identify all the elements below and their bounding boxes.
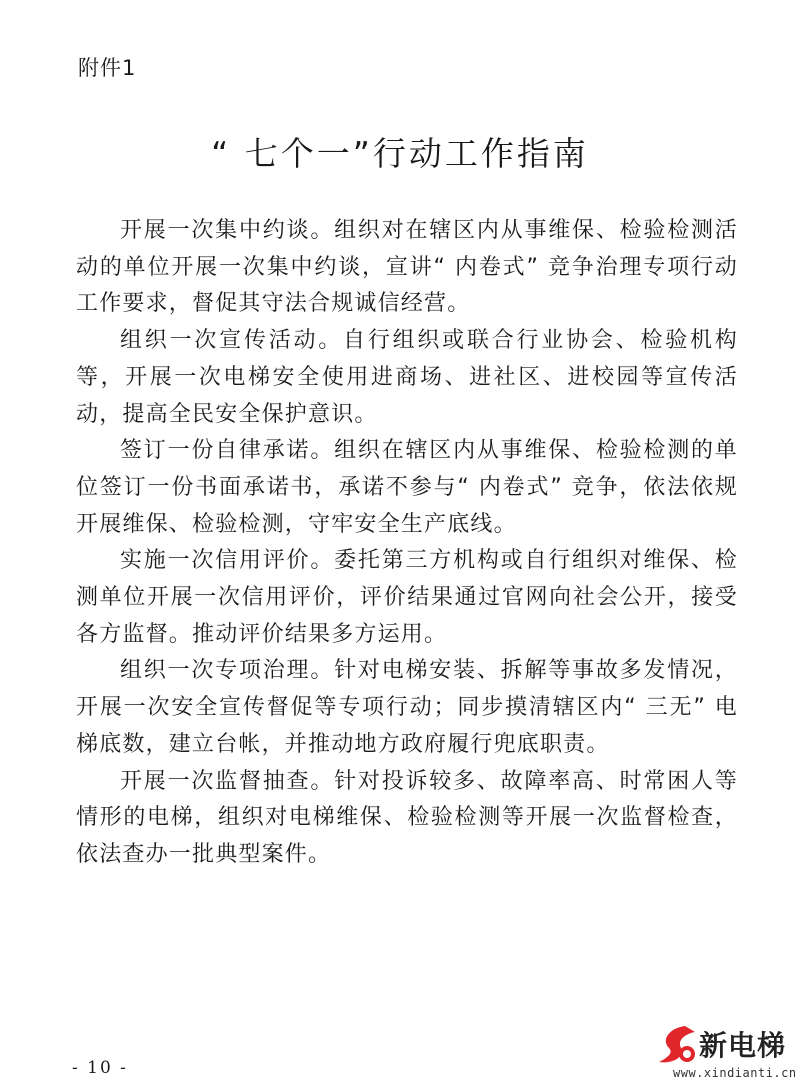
paragraph-4: 实施一次信用评价。委托第三方机构或自行组织对维保、检测单位开展一次信用评价，评价结果通过官网向社会公开，接受各方监督。推动评价结果多方运用。 <box>76 548 738 647</box>
watermark-url: www.xindianti.cn <box>673 1066 797 1080</box>
paragraph-3: 签订一份自律承诺。组织在辖区内从事维保、检验检测的单位签订一份书面承诺书，承诺不参与“ 内卷式” 竞争，依法依规开展维保、检验检测，守牢安全生产底线。 <box>76 438 738 537</box>
paragraph-1: 开展一次集中约谈。组织对在辖区内从事维保、检验检测活动的单位开展一次集中约谈，宣讲“ 内卷式” 竞争治理专项行动工作要求，督促其守法合规诚信经营。 <box>76 218 738 317</box>
brand-logo-icon <box>655 1020 701 1066</box>
paragraph-6: 开展一次监督抽查。针对投诉较多、故障率高、时常困人等情形的电梯，组织对电梯维保、检验检测等开展一次监督检查，依法查办一批典型案件。 <box>76 768 738 867</box>
paragraph-5: 组织一次专项治理。针对电梯安装、拆解等事故多发情况，开展一次安全宣传督促等专项行动；同步摸清辖区内“ 三无” 电梯底数，建立台帐，并推动地方政府履行兜底职责。 <box>76 658 738 757</box>
document-body <box>76 213 738 874</box>
document-title: “ 七个一”行动工作指南 <box>211 134 589 173</box>
watermark <box>655 1020 795 1088</box>
page-number: - 10 - <box>72 1058 128 1078</box>
watermark-brand: 新电梯 <box>699 1029 787 1062</box>
paragraph-2: 组织一次宣传活动。自行组织或联合行业协会、检验机构等，开展一次电梯安全使用进商场、进社区、进校园等宣传活动，提高全民安全保护意识。 <box>76 328 738 427</box>
attachment-label: 附件1 <box>78 56 137 80</box>
